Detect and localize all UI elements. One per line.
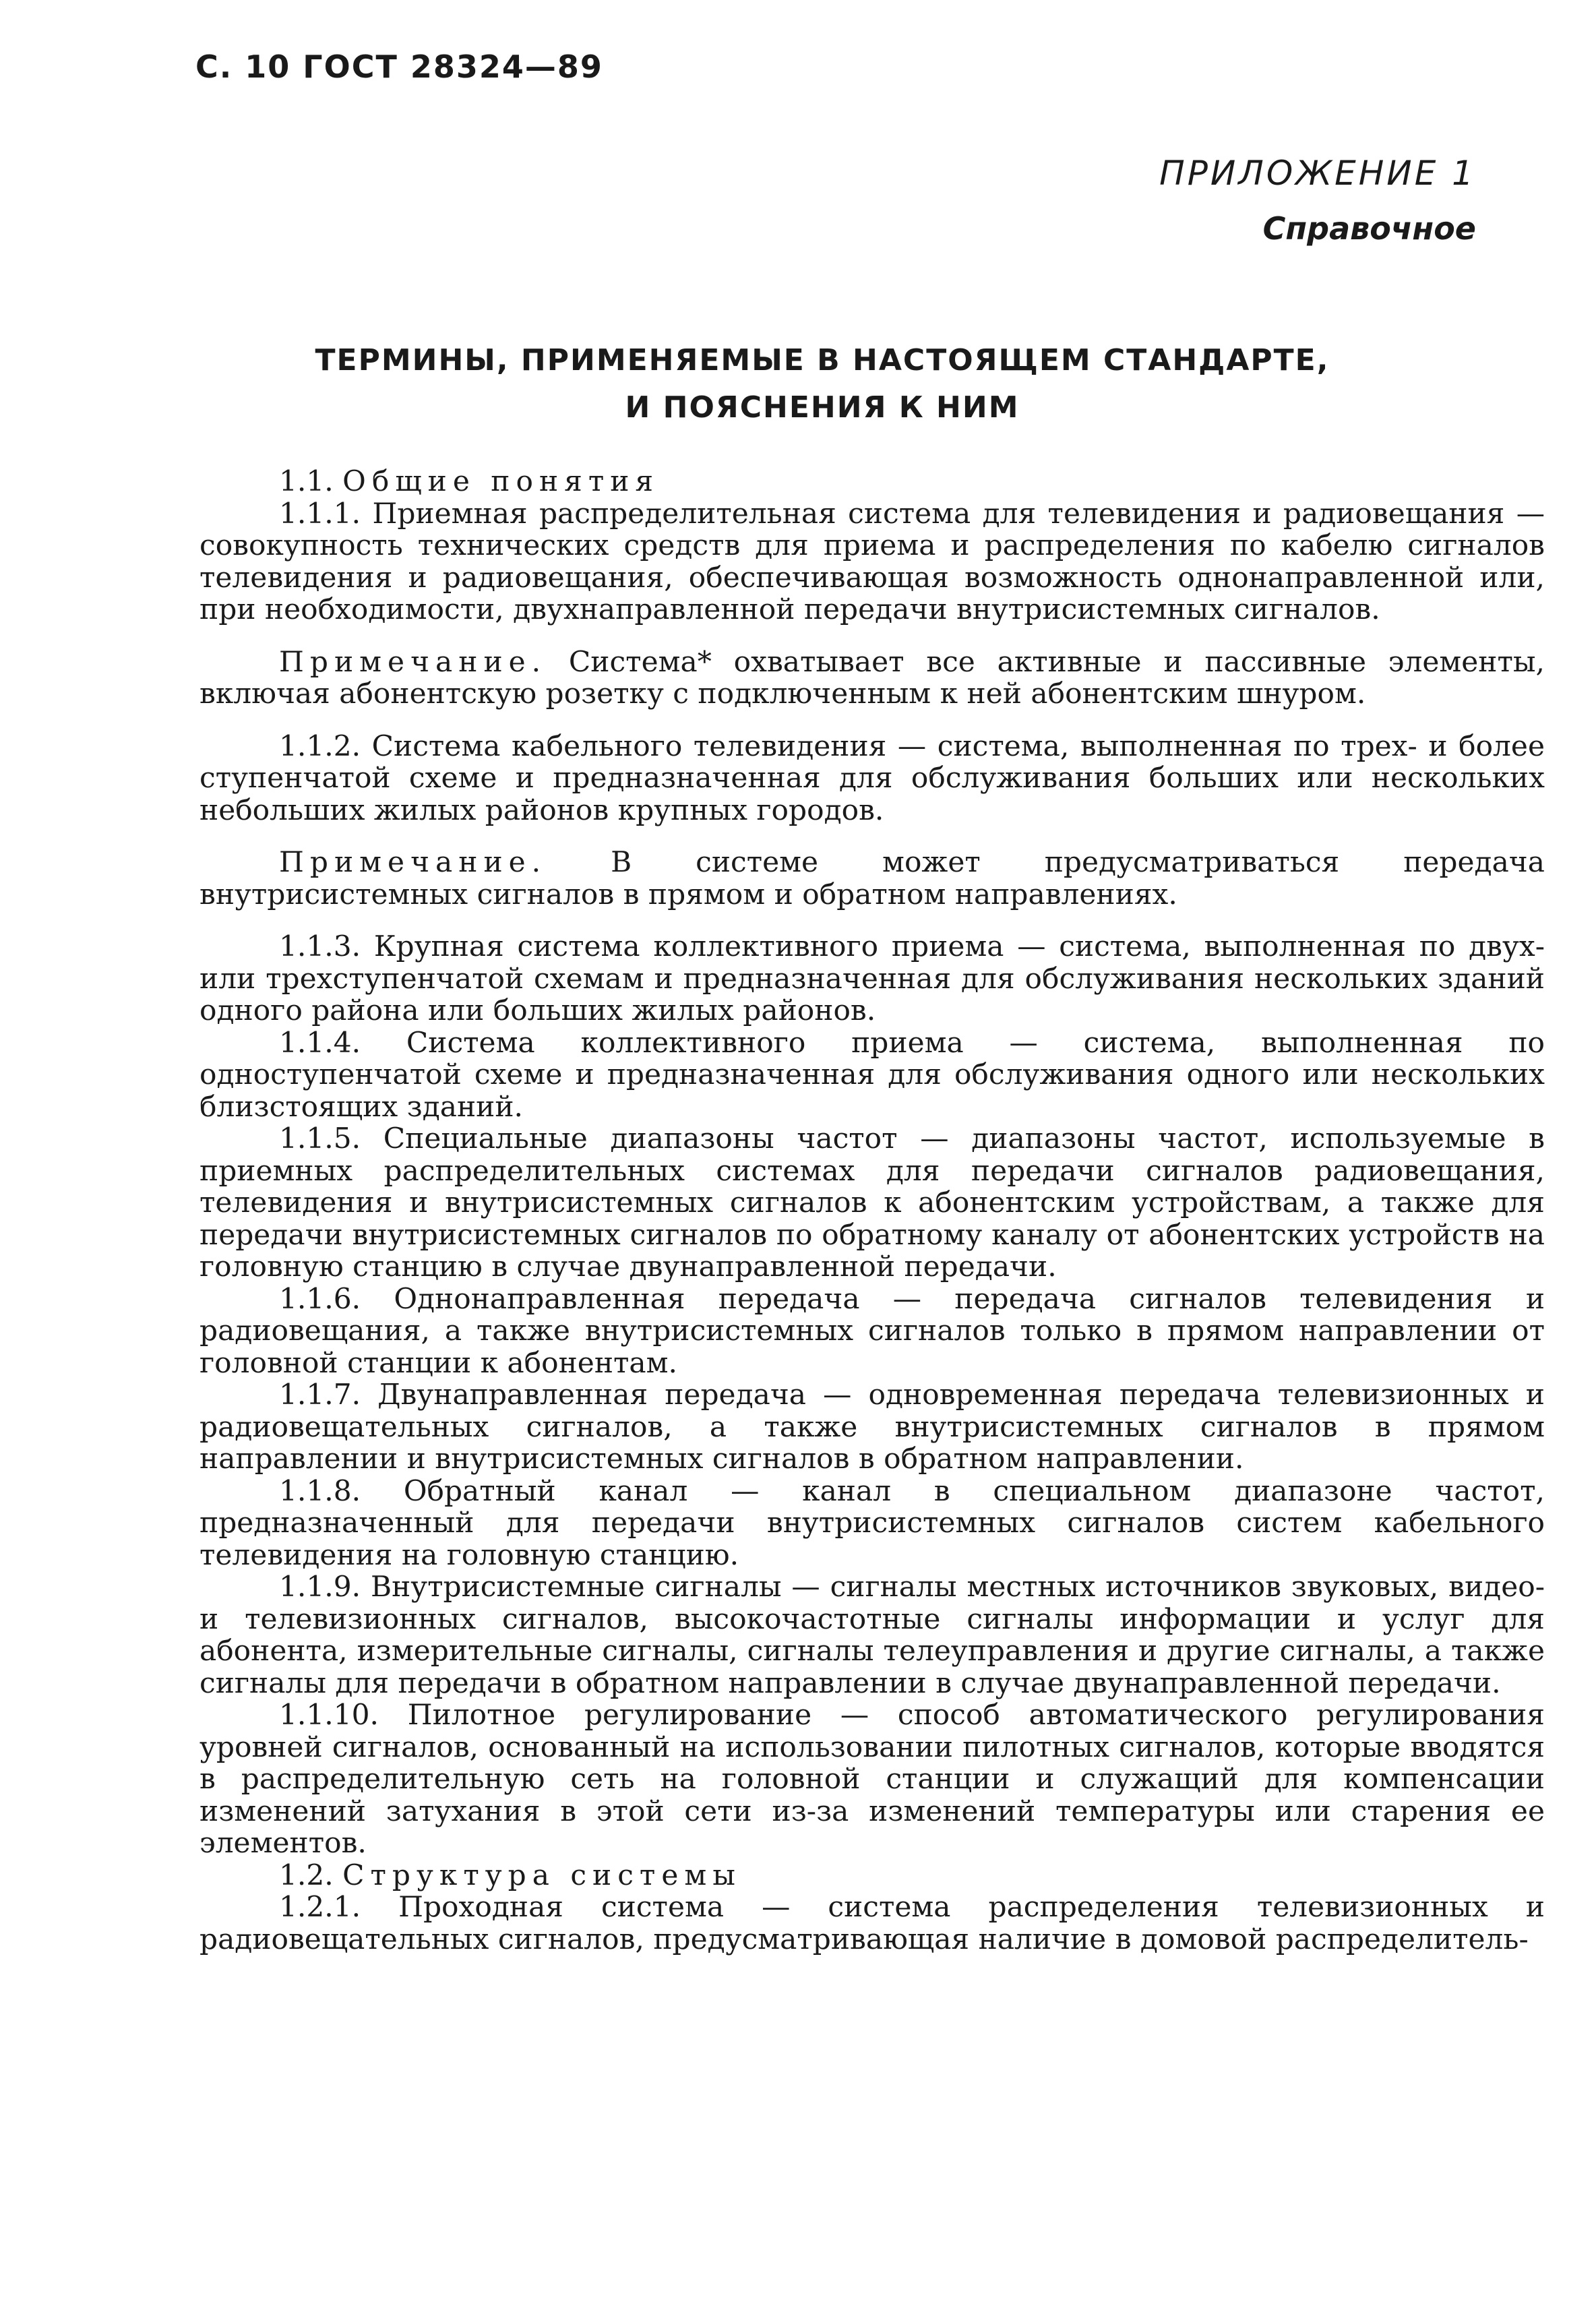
- term-paragraph: [200, 497, 1545, 626]
- clause-number: 1.1.5.: [279, 1122, 361, 1155]
- subsection-number: 1.2.: [279, 1858, 334, 1891]
- note-label: Примечание.: [279, 845, 547, 878]
- subsection-title: Структура системы: [342, 1858, 741, 1891]
- appendix-block: [1159, 154, 1476, 247]
- note-label: Примечание.: [279, 644, 547, 678]
- term-paragraph: [200, 1891, 1545, 1955]
- clause-text: Однонаправленная передача — передача сигналов телевидения и радиовещания, а также внутрисистемных сигналов только в прямом направлении от головной станции к абонентам.: [200, 1281, 1545, 1379]
- subsection-heading: [200, 465, 1545, 497]
- clause-number: 1.1.1.: [279, 496, 361, 530]
- clause-number: 1.1.10.: [279, 1698, 379, 1731]
- clause-number: 1.1.8.: [279, 1474, 361, 1507]
- clause-number: 1.1.9.: [279, 1570, 361, 1603]
- clause-number: 1.1.3.: [279, 930, 361, 963]
- subsection-number: 1.1.: [279, 464, 334, 497]
- clause-number: 1.1.4.: [279, 1025, 361, 1059]
- note-paragraph: [200, 846, 1545, 910]
- term-paragraph: [200, 1027, 1545, 1123]
- term-paragraph: [200, 1379, 1545, 1475]
- subsection-heading: [200, 1859, 1545, 1891]
- term-paragraph: [200, 1283, 1545, 1379]
- clause-text: Двунаправленная передача — одновременная передача телевизионных и радиовещательных сигналов, а также внутрисистемных сигналов в прямом направлении и внутрисистемных сигналов в обратном направлении.: [200, 1378, 1545, 1475]
- clause-text: Обратный канал — канал в специальном диапазоне частот, предназначенный для передачи внутрисистемных сигналов систем кабельного телевидения на головную станцию.: [200, 1474, 1545, 1571]
- document-body: [200, 465, 1545, 1955]
- term-paragraph: [200, 930, 1545, 1027]
- clause-number: 1.2.1.: [279, 1890, 361, 1923]
- section-title: [189, 337, 1456, 431]
- appendix-type: Справочное: [1262, 210, 1476, 247]
- clause-text: Приемная распределительная система для телевидения и радиовещания — совокупность технических средств для приема и распределения по кабелю сигналов телевидения и радиовещания, обеспечивающая возможность однонаправленной или, при необходимости, двухнаправленной передачи внутрисистемных сигналов.: [200, 496, 1545, 626]
- term-paragraph: [200, 1699, 1545, 1859]
- term-paragraph: [200, 730, 1545, 826]
- section-title-line-2: И ПОЯСНЕНИЯ К НИМ: [625, 390, 1020, 425]
- clause-number: 1.1.2.: [279, 729, 361, 762]
- clause-text: Система коллективного приема — система, выполненная по одноступенчатой схеме и предназначенная для обслуживания одного или нескольких близстоящих зданий.: [200, 1025, 1545, 1123]
- term-paragraph: [200, 1122, 1545, 1283]
- note-text: Система* охватывает все активные и пассивные элементы, включая абонентскую розетку с подключенным к ней абонентским шнуром.: [200, 644, 1545, 710]
- clause-text: Проходная система — система распределения телевизионных и радиовещательных сигналов, предусматривающая наличие в домовой распределитель-: [200, 1890, 1545, 1956]
- section-title-line-1: ТЕРМИНЫ, ПРИМЕНЯЕМЫЕ В НАСТОЯЩЕМ СТАНДАРТЕ,: [315, 343, 1330, 377]
- page-header: С. 10 ГОСТ 28324—89: [195, 49, 603, 85]
- term-paragraph: [200, 1475, 1545, 1571]
- subsection-title: Общие понятия: [342, 464, 660, 497]
- note-paragraph: [200, 646, 1545, 710]
- note-text: В системе может предусматриваться передача внутрисистемных сигналов в прямом и обратном направлениях.: [200, 845, 1545, 911]
- clause-text: Специальные диапазоны частот — диапазоны частот, используемые в приемных распределительных системах для передачи сигналов радиовещания, телевидения и внутрисистемных сигналов к абонентским устройствам, а также для передачи внутрисистемных сигналов по обратному каналу от абонентских устройств на головную станцию в случае двунаправленной передачи.: [200, 1122, 1545, 1283]
- clause-text: Крупная система коллективного приема — система, выполненная по двух- или трехступенчатой схемам и предназначенная для обслуживания нескольких зданий одного района или больших жилых районов.: [200, 930, 1545, 1027]
- clause-text: Система кабельного телевидения — система, выполненная по трех- и более ступенчатой схеме и предназначенная для обслуживания больших или нескольких небольших жилых районов крупных городов.: [200, 729, 1545, 826]
- appendix-label: ПРИЛОЖЕНИЕ 1: [1159, 154, 1476, 193]
- clause-number: 1.1.6.: [279, 1281, 361, 1315]
- term-paragraph: [200, 1571, 1545, 1699]
- clause-text: Внутрисистемные сигналы — сигналы местных источников звуковых, видео- и телевизионных сигналов, высокочастотные сигналы информации и услуг для абонента, измерительные сигналы, сигналы телеуправления и другие сигналы, а также сигналы для передачи в обратном направлении в случае двунаправленной передачи.: [200, 1570, 1545, 1699]
- clause-text: Пилотное регулирование — способ автоматического регулирования уровней сигналов, основанный на использовании пилотных сигналов, которые вводятся в распределительную сеть на головной станции и служащий для компенсации изменений затухания в этой сети из-за изменений температуры или старения ее элементов.: [200, 1698, 1545, 1859]
- clause-number: 1.1.7.: [279, 1378, 361, 1411]
